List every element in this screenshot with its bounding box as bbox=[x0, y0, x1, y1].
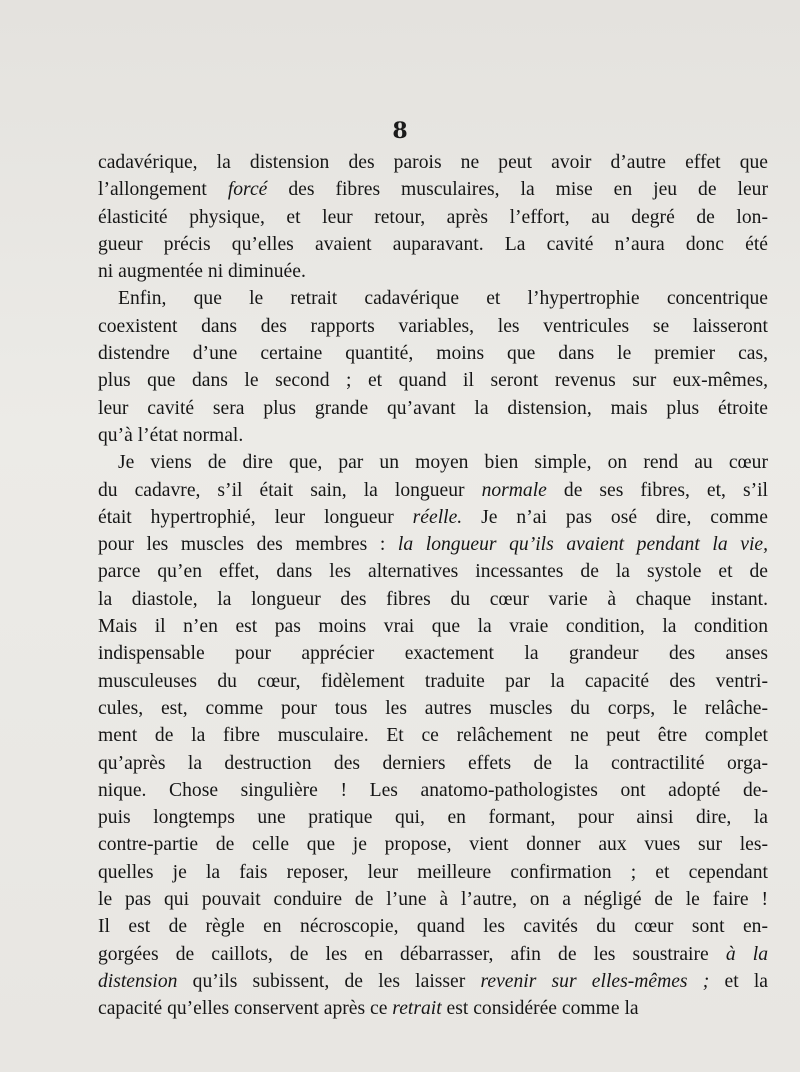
italic-text: la longueur qu’ils avaient pendant la vie, bbox=[397, 534, 768, 556]
text-line bbox=[98, 831, 768, 858]
text-line bbox=[98, 558, 768, 585]
text-line bbox=[98, 367, 768, 394]
text-line bbox=[98, 859, 768, 886]
text-line bbox=[98, 750, 768, 777]
text-run: qu’après la destruction des derniers effets de la contractilité orga- bbox=[98, 752, 768, 774]
text-run: pour les muscles des membres : bbox=[98, 534, 398, 556]
italic-text: distension bbox=[98, 970, 178, 992]
text-line bbox=[98, 668, 768, 695]
text-line bbox=[98, 313, 768, 340]
text-run: gorgées de caillots, de les en débarrasser, afin de les soustraire bbox=[98, 943, 726, 965]
italic-text: normale bbox=[481, 479, 547, 501]
text-run: Je n’ai pas osé dire, comme bbox=[462, 506, 768, 528]
text-line bbox=[98, 449, 768, 476]
text-run: du cadavre, s’il était sain, la longueur bbox=[98, 479, 482, 501]
text-line bbox=[98, 231, 768, 258]
text-line bbox=[98, 613, 768, 640]
text-line bbox=[98, 586, 768, 613]
text-run: coexistent dans des rapports variables, les ventricules se laisseront bbox=[98, 315, 768, 337]
text-line bbox=[98, 531, 768, 558]
text-line bbox=[98, 695, 768, 722]
text-run: plus que dans le second ; et quand il seront revenus sur eux-mêmes, bbox=[98, 370, 768, 392]
body-text bbox=[98, 149, 768, 1023]
text-line bbox=[98, 804, 768, 831]
text-run: gueur précis qu’elles avaient auparavant. La cavité n’aura donc été bbox=[98, 233, 768, 255]
text-line bbox=[98, 995, 768, 1022]
text-run: Il est de règle en nécroscopie, quand les cavités du cœur sont en- bbox=[98, 916, 768, 938]
text-line bbox=[98, 913, 768, 940]
italic-text: revenir sur elles-mêmes ; bbox=[480, 970, 710, 992]
text-run: et la bbox=[709, 970, 769, 992]
text-line bbox=[98, 722, 768, 749]
text-line bbox=[98, 395, 768, 422]
text-line bbox=[98, 340, 768, 367]
text-run: est considérée comme la bbox=[441, 998, 639, 1020]
text-line bbox=[98, 886, 768, 913]
italic-text: retrait bbox=[392, 998, 442, 1020]
text-line bbox=[98, 285, 768, 312]
text-run: des fibres musculaires, la mise en jeu de leur bbox=[267, 179, 768, 201]
text-run: contre-partie de celle que je propose, vient donner aux vues sur les- bbox=[98, 834, 768, 856]
text-run: puis longtemps une pratique qui, en formant, pour ainsi dire, la bbox=[98, 807, 768, 829]
text-run: distendre d’une certaine quantité, moins que dans le premier cas, bbox=[98, 343, 768, 365]
text-run: cules, est, comme pour tous les autres muscles du corps, le relâche- bbox=[98, 697, 768, 719]
text-run: capacité qu’elles conservent après ce bbox=[98, 998, 393, 1020]
text-run: leur cavité sera plus grande qu’avant la distension, mais plus étroite bbox=[98, 397, 768, 419]
text-run: Mais il n’en est pas moins vrai que la vraie condition, la condition bbox=[98, 616, 768, 638]
text-run: cadavérique, la distension des parois ne peut avoir d’autre effet que bbox=[98, 152, 768, 173]
text-line bbox=[98, 422, 768, 449]
text-line bbox=[98, 204, 768, 231]
text-run: Je viens de dire que, par un moyen bien simple, on rend au cœur bbox=[118, 452, 768, 474]
text-run: nique. Chose singulière ! Les anatomo-pathologistes ont adopté de- bbox=[98, 779, 768, 801]
text-run: la diastole, la longueur des fibres du cœur varie à chaque instant. bbox=[98, 588, 768, 610]
text-line bbox=[98, 477, 768, 504]
text-run: était hypertrophié, leur longueur bbox=[98, 506, 413, 528]
text-run: qu’ils subissent, de les laisser bbox=[177, 970, 481, 992]
text-line bbox=[98, 176, 768, 203]
text-line bbox=[98, 149, 768, 176]
italic-text: réelle. bbox=[412, 506, 463, 528]
text-line bbox=[98, 640, 768, 667]
text-run: de ses fibres, et, s’il bbox=[546, 479, 768, 501]
text-line bbox=[98, 941, 768, 968]
text-run: le pas qui pouvait conduire de l’une à l’autre, on a négligé de le faire ! bbox=[98, 889, 768, 911]
italic-text: forcé bbox=[227, 179, 268, 201]
text-run: qu’à l’état normal. bbox=[98, 424, 244, 446]
text-line bbox=[98, 258, 768, 285]
italic-text: à la bbox=[725, 943, 768, 965]
text-line bbox=[98, 777, 768, 804]
text-run: parce qu’en effet, dans les alternatives incessantes de la systole et de bbox=[98, 561, 768, 583]
paragraph bbox=[98, 285, 768, 449]
text-run: musculeuses du cœur, fidèlement traduite par la capacité des ventri- bbox=[98, 670, 768, 692]
paragraph bbox=[98, 449, 768, 1022]
paragraph bbox=[98, 149, 768, 285]
text-line bbox=[98, 504, 768, 531]
text-run: l’allongement bbox=[98, 179, 228, 201]
page-number: 8 bbox=[392, 118, 408, 144]
text-run: quelles je la fais reposer, leur meilleure confirmation ; et cependant bbox=[98, 861, 768, 883]
text-run: ment de la fibre musculaire. Et ce relâchement ne peut être complet bbox=[98, 725, 768, 747]
text-line bbox=[98, 968, 768, 995]
text-run: ni augmentée ni diminuée. bbox=[98, 261, 306, 283]
text-run: indispensable pour apprécier exactement la grandeur des anses bbox=[98, 643, 768, 665]
text-run: élasticité physique, et leur retour, après l’effort, au degré de lon- bbox=[98, 206, 768, 228]
text-run: Enfin, que le retrait cadavérique et l’hypertrophie concentrique bbox=[118, 288, 768, 310]
